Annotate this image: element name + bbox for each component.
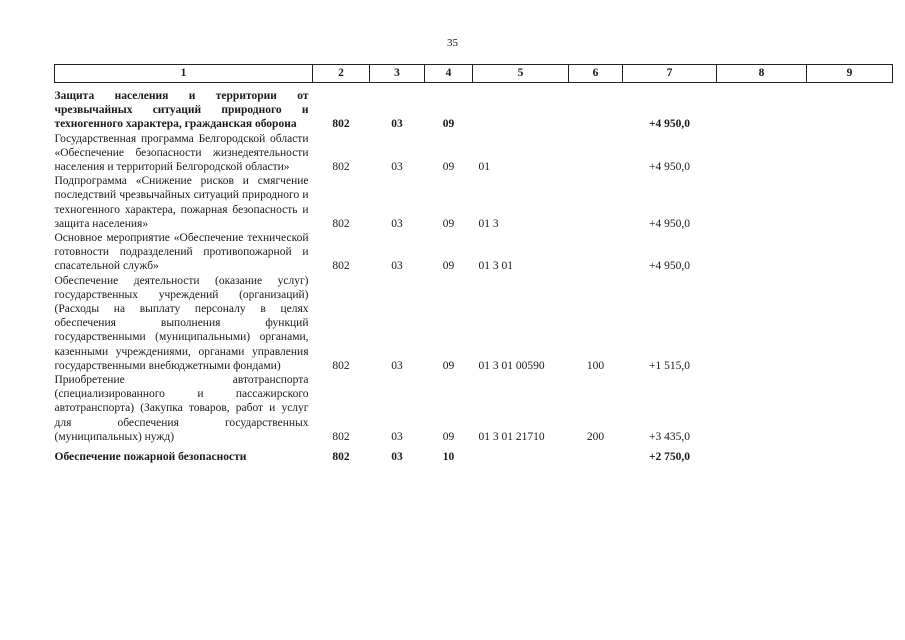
row-col8: [717, 83, 807, 132]
table-row: [55, 274, 893, 373]
row-subsection: 09: [442, 359, 455, 372]
budget-table: [54, 64, 893, 464]
header-col-3: 3: [370, 65, 425, 83]
row-description: Обеспечение деятельности (оказание услуг) государственных учреждений (организаций) (Расходы на выплату персоналу в целях обеспечения выполнения функций государственными (муниципальными) органами, казенными учреждениями, органами управления государственными внебюджетными фондами): [54, 274, 309, 372]
row-expense-type: [569, 231, 623, 274]
row-subsection: 09: [442, 217, 455, 230]
table-body: [55, 83, 893, 465]
row-description: Основное мероприятие «Обеспечение технической готовности подразделений противопожарной и спасательной служб»: [54, 232, 309, 273]
row-col9: [807, 274, 893, 373]
header-col-1: 1: [55, 65, 313, 83]
page-number: 35: [447, 37, 458, 49]
row-amount: +3 435,0: [649, 430, 690, 443]
row-section: 03: [391, 430, 403, 443]
table-row: [55, 231, 893, 274]
header-col-8: 8: [717, 65, 807, 83]
row-col9: [807, 444, 893, 464]
row-section: 03: [391, 451, 403, 464]
row-subsection: 09: [442, 161, 455, 174]
row-ministry: 802: [332, 451, 350, 464]
row-target: 01 3 01 21710: [478, 430, 545, 443]
row-expense-type: [569, 83, 623, 132]
row-target: [473, 444, 569, 464]
header-col-9: 9: [807, 65, 893, 83]
row-col9: [807, 373, 893, 444]
row-expense-type: [569, 132, 623, 175]
row-section: 03: [391, 161, 403, 174]
row-ministry: 802: [332, 430, 350, 443]
row-col9: [807, 174, 893, 231]
row-col9: [807, 132, 893, 175]
header-col-2: 2: [313, 65, 370, 83]
row-expense-type: [569, 444, 623, 464]
row-section: 03: [391, 359, 403, 372]
row-description: Обеспечение пожарной безопасности: [54, 451, 247, 464]
row-ministry: 802: [332, 359, 350, 372]
row-section: 03: [391, 217, 403, 230]
row-target: [473, 83, 569, 132]
row-description: Приобретение автотранспорта (специализированного и пассажирского автотранспорта) (Закупка товаров, работ и услуг для обеспечения государственных (муниципальных) нужд): [54, 374, 309, 443]
row-amount: +1 515,0: [649, 359, 690, 372]
row-target: 01 3 01 00590: [478, 359, 545, 372]
row-amount: +4 950,0: [649, 217, 690, 230]
table-row: [55, 83, 893, 132]
header-row: [55, 65, 893, 83]
row-col8: [717, 373, 807, 444]
row-ministry: 802: [332, 217, 350, 230]
row-amount: +2 750,0: [648, 451, 691, 464]
row-col9: [807, 83, 893, 132]
row-col8: [717, 444, 807, 464]
row-description: Государственная программа Белгородской области «Обеспечение безопасности жизнедеятельности населения и территорий Белгородской области»: [54, 132, 309, 174]
row-subsection: 09: [442, 260, 455, 273]
header-col-6: 6: [569, 65, 623, 83]
row-target: 01: [478, 161, 490, 174]
row-amount: +4 950,0: [649, 260, 690, 273]
row-target: 01 3: [478, 217, 499, 230]
table-row: [55, 373, 893, 444]
row-section: 03: [391, 260, 403, 273]
row-section: 03: [391, 118, 403, 131]
row-col8: [717, 231, 807, 274]
row-col8: [717, 132, 807, 175]
row-col9: [807, 231, 893, 274]
row-description: Защита населения и территории от чрезвычайных ситуаций природного и техногенного характера, гражданская оборона: [54, 90, 309, 131]
row-ministry: 802: [332, 118, 350, 131]
row-ministry: 802: [332, 260, 350, 273]
row-subsection: 10: [442, 451, 455, 464]
row-amount: +4 950,0: [649, 161, 690, 174]
table-row: [55, 174, 893, 231]
header-col-7: 7: [623, 65, 717, 83]
row-subsection: 09: [442, 430, 455, 443]
header-col-4: 4: [425, 65, 473, 83]
row-description: Подпрограмма «Снижение рисков и смягчение последствий чрезвычайных ситуаций природного и техногенного характера, пожарная безопасность и защита населения»: [54, 175, 309, 230]
table-row: [55, 132, 893, 175]
row-ministry: 802: [332, 161, 350, 174]
row-expense-type: 100: [586, 359, 605, 372]
row-target: 01 3 01: [478, 260, 513, 273]
row-expense-type: [569, 174, 623, 231]
table-header: [55, 65, 893, 83]
header-col-5: 5: [473, 65, 569, 83]
row-expense-type: 200: [586, 430, 605, 443]
row-col8: [717, 274, 807, 373]
table-row: [55, 444, 893, 464]
row-col8: [717, 174, 807, 231]
row-amount: +4 950,0: [648, 118, 691, 131]
row-subsection: 09: [442, 118, 455, 131]
